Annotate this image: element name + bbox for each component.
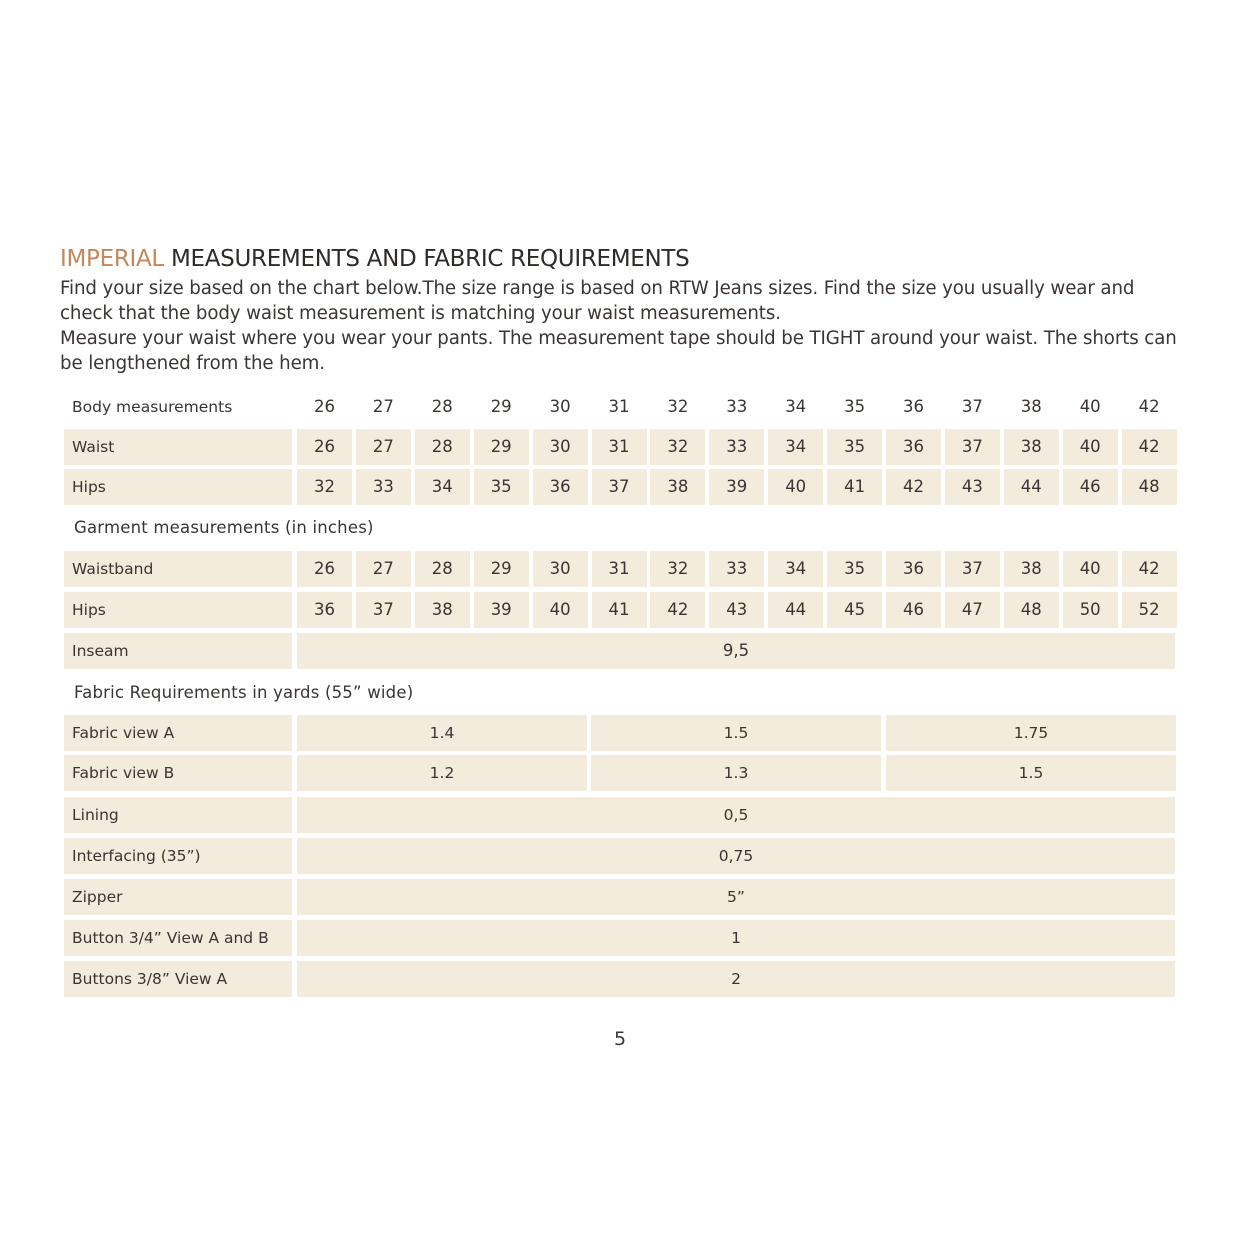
garment-row-inseam bbox=[64, 633, 1176, 669]
table-cell: 37 bbox=[592, 469, 647, 505]
table-cell: 31 bbox=[592, 429, 647, 465]
size-header-cell: 38 bbox=[1020, 397, 1042, 416]
size-header-cell: 33 bbox=[726, 397, 748, 416]
fabric-value: 1.5 bbox=[591, 715, 881, 751]
table-cell: 52 bbox=[1122, 592, 1177, 628]
table-cell: 34 bbox=[415, 469, 470, 505]
notion-row bbox=[64, 879, 1176, 915]
size-header-cell: 40 bbox=[1079, 397, 1101, 416]
table-cell: 46 bbox=[1063, 469, 1118, 505]
table-cell: 33 bbox=[709, 429, 764, 465]
size-header-cell: 28 bbox=[431, 397, 453, 416]
table-cell: 37 bbox=[945, 429, 1000, 465]
size-header-cell: 29 bbox=[490, 397, 512, 416]
intro-paragraph-2: Measure your waist where you wear your pants. The measurement tape should be TIGHT around your waist. The shorts can be lengthened from the hem. bbox=[60, 328, 1177, 374]
table-cell: 42 bbox=[1122, 429, 1177, 465]
table-cell: 35 bbox=[827, 551, 882, 587]
table-cell: 37 bbox=[356, 592, 411, 628]
fabric-value: 1.75 bbox=[886, 715, 1176, 751]
row-label: Fabric view A bbox=[64, 715, 292, 751]
table-cell: 40 bbox=[1063, 551, 1118, 587]
row-label: Hips bbox=[64, 592, 292, 628]
notion-row bbox=[64, 797, 1176, 833]
table-cell: 38 bbox=[1004, 429, 1059, 465]
fabric-value: 1.5 bbox=[886, 755, 1176, 791]
row-label: Button 3/4” View A and B bbox=[64, 920, 292, 956]
table-cell: 47 bbox=[945, 592, 1000, 628]
table-cell: 48 bbox=[1004, 592, 1059, 628]
size-header-cell: 30 bbox=[549, 397, 571, 416]
table-cell: 43 bbox=[945, 469, 1000, 505]
table-cell: 42 bbox=[650, 592, 705, 628]
table-cell: 40 bbox=[533, 592, 588, 628]
table-cell: 48 bbox=[1122, 469, 1177, 505]
table-cell: 35 bbox=[474, 469, 529, 505]
table-cell: 50 bbox=[1063, 592, 1118, 628]
size-header-cell: 35 bbox=[844, 397, 866, 416]
table-cell: 28 bbox=[415, 551, 470, 587]
row-label: Fabric view B bbox=[64, 755, 292, 791]
table-cell: 33 bbox=[356, 469, 411, 505]
table-cell: 42 bbox=[1122, 551, 1177, 587]
page-title bbox=[60, 246, 689, 272]
table-cell: 41 bbox=[592, 592, 647, 628]
notion-row bbox=[64, 838, 1176, 874]
table-cell: 40 bbox=[1063, 429, 1118, 465]
table-cell: 44 bbox=[768, 592, 823, 628]
table-cell: 32 bbox=[650, 429, 705, 465]
row-label: Inseam bbox=[64, 633, 292, 669]
notion-row bbox=[64, 961, 1176, 997]
table-cell: 29 bbox=[474, 429, 529, 465]
table-cell: 30 bbox=[533, 429, 588, 465]
size-header-cell: 36 bbox=[903, 397, 924, 416]
table-cell: 38 bbox=[415, 592, 470, 628]
table-cell: 38 bbox=[650, 469, 705, 505]
row-label: Interfacing (35”) bbox=[64, 838, 292, 874]
garment-row-waistband bbox=[64, 551, 1176, 587]
notion-value: 2 bbox=[297, 961, 1175, 997]
row-label: Buttons 3/8” View A bbox=[64, 961, 292, 997]
garment-row-hips bbox=[64, 592, 1176, 628]
fabric-row bbox=[64, 755, 1176, 791]
table-cell: 26 bbox=[297, 551, 352, 587]
table-cell: 38 bbox=[1004, 551, 1059, 587]
notion-value: 0,75 bbox=[297, 838, 1175, 874]
table-cell: 37 bbox=[945, 551, 1000, 587]
table-cell: 32 bbox=[297, 469, 352, 505]
table-cell: 39 bbox=[474, 592, 529, 628]
table-cell: 34 bbox=[768, 551, 823, 587]
table-cell: 28 bbox=[415, 429, 470, 465]
table-cell: 39 bbox=[709, 469, 764, 505]
page-number: 5 bbox=[613, 1028, 627, 1050]
size-header-cell: 26 bbox=[314, 397, 335, 416]
fabric-value: 1.3 bbox=[591, 755, 881, 791]
intro-paragraph-1: Find your size based on the chart below.The size range is based on RTW Jeans sizes. Find the size you usually wear and check that the body waist measurement is matching your waist measurements. bbox=[60, 278, 1135, 324]
garment-section-label: Garment measurements (in inches) bbox=[74, 518, 374, 537]
notion-value: 5” bbox=[297, 879, 1175, 915]
table-cell: 27 bbox=[356, 429, 411, 465]
fabric-value: 1.4 bbox=[297, 715, 587, 751]
table-cell: 45 bbox=[827, 592, 882, 628]
body-measurements-header bbox=[64, 389, 1176, 425]
body-measurements-label: Body measurements bbox=[72, 398, 233, 416]
intro-text bbox=[60, 276, 1190, 376]
table-cell: 33 bbox=[709, 551, 764, 587]
table-cell: 36 bbox=[886, 429, 941, 465]
table-cell: 30 bbox=[533, 551, 588, 587]
notion-value: 1 bbox=[297, 920, 1175, 956]
body-row-waist bbox=[64, 429, 1176, 465]
table-cell: 36 bbox=[297, 592, 352, 628]
title-rest: MEASUREMENTS AND FABRIC REQUIREMENTS bbox=[170, 246, 690, 272]
row-label: Waistband bbox=[64, 551, 292, 587]
body-row-hips bbox=[64, 469, 1176, 505]
table-cell: 44 bbox=[1004, 469, 1059, 505]
fabric-row bbox=[64, 715, 1176, 751]
fabric-section-label: Fabric Requirements in yards (55” wide) bbox=[74, 683, 414, 702]
table-cell: 46 bbox=[886, 592, 941, 628]
table-cell: 36 bbox=[533, 469, 588, 505]
table-cell: 32 bbox=[650, 551, 705, 587]
table-cell: 42 bbox=[886, 469, 941, 505]
size-header-cell: 31 bbox=[608, 397, 630, 416]
table-cell: 43 bbox=[709, 592, 764, 628]
row-label: Zipper bbox=[64, 879, 292, 915]
table-cell: 26 bbox=[297, 429, 352, 465]
table-cell: 35 bbox=[827, 429, 882, 465]
size-header-cell: 32 bbox=[667, 397, 689, 416]
size-header-cell: 37 bbox=[961, 397, 983, 416]
table-cell: 34 bbox=[768, 429, 823, 465]
notion-value: 0,5 bbox=[297, 797, 1175, 833]
size-header-cell: 27 bbox=[372, 397, 394, 416]
table-cell: 29 bbox=[474, 551, 529, 587]
size-header-cell: 34 bbox=[785, 397, 807, 416]
row-label: Waist bbox=[64, 429, 292, 465]
table-cell: 40 bbox=[768, 469, 823, 505]
size-header-cell: 42 bbox=[1138, 397, 1160, 416]
notion-row bbox=[64, 920, 1176, 956]
table-cell: 31 bbox=[592, 551, 647, 587]
inseam-value: 9,5 bbox=[297, 633, 1175, 669]
fabric-value: 1.2 bbox=[297, 755, 587, 791]
title-accent: IMPERIAL bbox=[60, 246, 164, 272]
table-cell: 41 bbox=[827, 469, 882, 505]
row-label: Lining bbox=[64, 797, 292, 833]
table-cell: 36 bbox=[886, 551, 941, 587]
row-label: Hips bbox=[64, 469, 292, 505]
table-cell: 27 bbox=[356, 551, 411, 587]
